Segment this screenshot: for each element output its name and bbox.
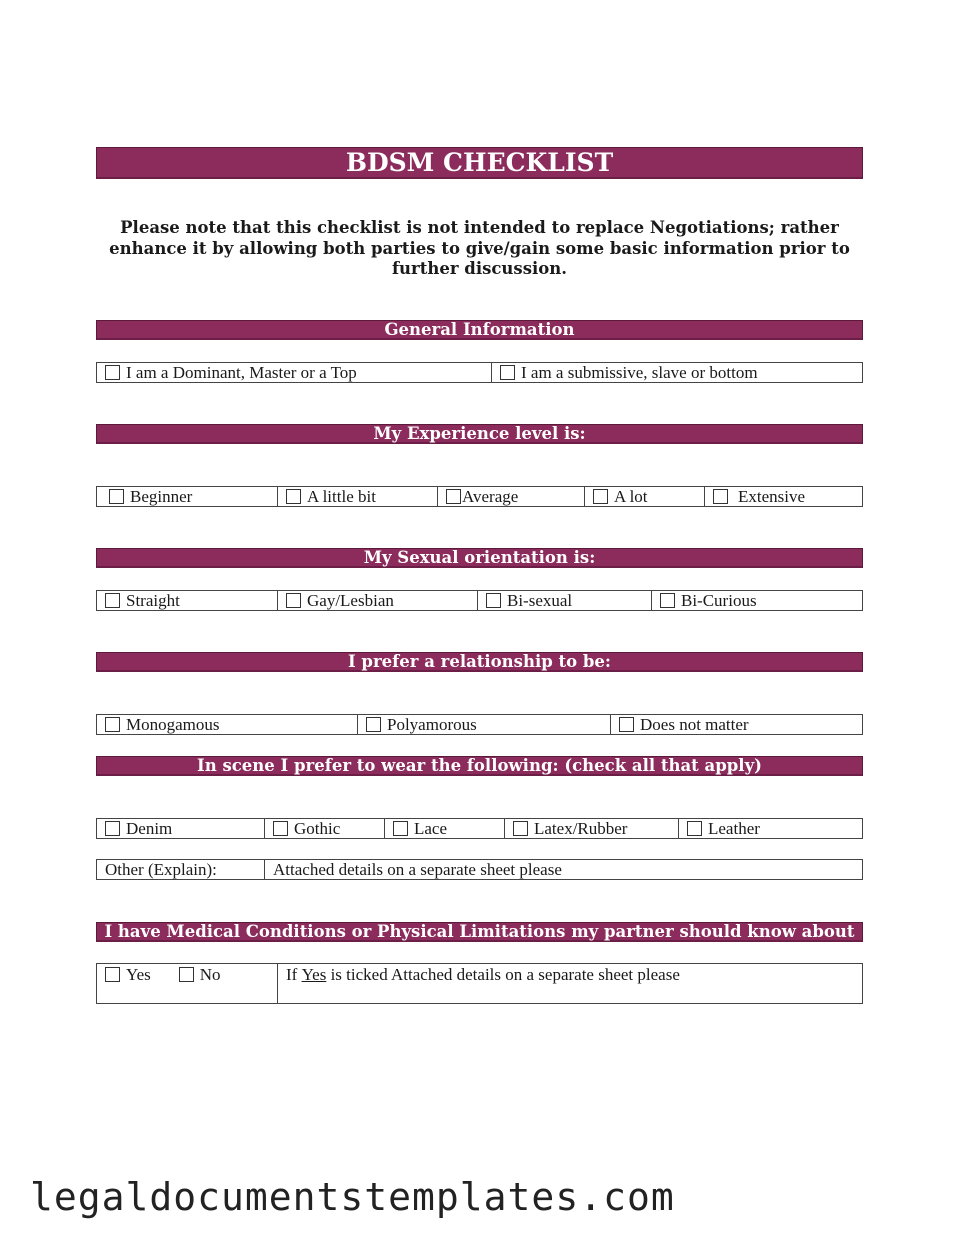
option-bi-curious[interactable] [652, 591, 862, 610]
section-heading-general: General Information [96, 320, 863, 340]
relationship-row [96, 714, 863, 735]
section-heading-wear: In scene I prefer to wear the following: (check all that apply) [96, 756, 863, 776]
option-latex-rubber[interactable] [505, 819, 679, 838]
option-average[interactable] [438, 487, 585, 506]
medical-details[interactable] [278, 964, 862, 1003]
option-label: I am a submissive, slave or bottom [521, 362, 758, 382]
checkbox[interactable] [105, 365, 120, 380]
wear-row [96, 818, 863, 839]
option-label: Polyamorous [387, 714, 477, 734]
option-gay-lesbian[interactable] [278, 591, 478, 610]
checkbox[interactable] [105, 717, 120, 732]
option-label: Denim [126, 818, 173, 838]
other-label: Other (Explain): [97, 860, 265, 879]
wear-other-row [96, 859, 863, 880]
checkbox-no[interactable] [179, 967, 194, 982]
option-gothic[interactable] [265, 819, 385, 838]
option-denim[interactable] [97, 819, 265, 838]
option-label: Beginner [130, 486, 193, 506]
section-heading-experience: My Experience level is: [96, 424, 863, 444]
checkbox[interactable] [286, 593, 301, 608]
checkbox[interactable] [366, 717, 381, 732]
option-submissive[interactable] [492, 363, 862, 382]
option-dominant[interactable] [97, 363, 492, 382]
checkbox[interactable] [486, 593, 501, 608]
checkbox[interactable] [513, 821, 528, 836]
note-line: enhance it by allowing both parties to give/gain some basic information prior to [109, 238, 850, 258]
watermark: legaldocumentstemplates.com [30, 1175, 675, 1219]
medical-yes-no [97, 964, 278, 1003]
option-does-not-matter[interactable] [611, 715, 862, 734]
detail-yes: Yes [301, 965, 327, 984]
option-beginner[interactable] [97, 487, 278, 506]
checkbox[interactable] [105, 821, 120, 836]
intro-note [96, 218, 863, 280]
checkbox[interactable] [393, 821, 408, 836]
page-title: BDSM CHECKLIST [96, 147, 863, 179]
option-label: Average [462, 486, 519, 506]
option-leather[interactable] [679, 819, 862, 838]
checkbox[interactable] [593, 489, 608, 504]
no-label: No [199, 965, 221, 984]
option-label: Leather [708, 818, 760, 838]
option-label: A lot [614, 486, 648, 506]
orientation-row [96, 590, 863, 611]
note-line: Please note that this checklist is not intended to replace Negotiations; rather [120, 218, 839, 237]
checkbox[interactable] [687, 821, 702, 836]
section-heading-medical: I have Medical Conditions or Physical Limitations my partner should know about [96, 922, 863, 942]
option-a-little-bit[interactable] [278, 487, 438, 506]
option-label: Latex/Rubber [534, 818, 628, 838]
option-label: Does not matter [640, 714, 749, 734]
checkbox[interactable] [500, 365, 515, 380]
option-label: Straight [126, 590, 180, 610]
option-label: Bi-Curious [681, 590, 757, 610]
note-line: further discussion. [391, 259, 568, 278]
checkbox[interactable] [713, 489, 728, 504]
option-label: I am a Dominant, Master or a Top [126, 362, 357, 382]
detail-prefix: If [286, 965, 298, 984]
checkbox[interactable] [109, 489, 124, 504]
checkbox[interactable] [619, 717, 634, 732]
other-input[interactable]: Attached details on a separate sheet please [273, 859, 562, 879]
option-polyamorous[interactable] [358, 715, 611, 734]
checkbox[interactable] [660, 593, 675, 608]
option-label: Bi-sexual [507, 590, 573, 610]
detail-suffix: is ticked Attached details on a separate sheet please [330, 965, 680, 984]
medical-row [96, 963, 863, 1004]
yes-label: Yes [126, 965, 151, 984]
option-label: Lace [414, 818, 448, 838]
option-label: Monogamous [126, 714, 220, 734]
option-lace[interactable] [385, 819, 505, 838]
checkbox-yes[interactable] [105, 967, 120, 982]
option-label: A little bit [307, 486, 376, 506]
option-extensive[interactable] [705, 487, 862, 506]
checkbox[interactable] [286, 489, 301, 504]
option-label: Gay/Lesbian [307, 590, 394, 610]
option-bi-sexual[interactable] [478, 591, 652, 610]
checkbox[interactable] [446, 489, 461, 504]
checkbox[interactable] [273, 821, 288, 836]
option-monogamous[interactable] [97, 715, 358, 734]
experience-row [96, 486, 863, 507]
option-label: Extensive [738, 486, 806, 506]
option-straight[interactable] [97, 591, 278, 610]
section-heading-orientation: My Sexual orientation is: [96, 548, 863, 568]
option-a-lot[interactable] [585, 487, 705, 506]
checkbox[interactable] [105, 593, 120, 608]
section-heading-relationship: I prefer a relationship to be: [96, 652, 863, 672]
general-row [96, 362, 863, 383]
option-label: Gothic [294, 818, 341, 838]
